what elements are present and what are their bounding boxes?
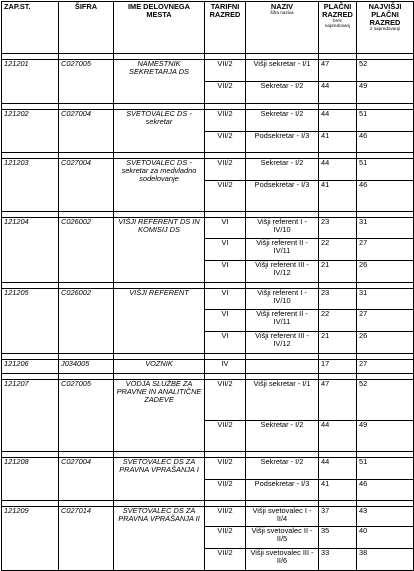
header-naziv-sub: šifra naziva — [270, 9, 294, 15]
najvisji-placni-razred-cell: 27 — [357, 360, 414, 374]
naziv-cell: Višji referent III - IV/12 — [246, 332, 319, 354]
zap-st-cell: 121204 — [2, 218, 59, 283]
header-ime-delovnega-mesta: IME DELOVNEGA MESTA — [114, 2, 205, 54]
najvisji-placni-razred-cell: 49 — [357, 421, 414, 452]
table-row — [2, 360, 414, 374]
naziv-cell — [246, 360, 319, 374]
placni-razred-cell: 44 — [319, 110, 357, 132]
tarifni-razred-cell: VI — [205, 218, 246, 239]
najvisji-placni-razred-cell: 46 — [357, 132, 414, 153]
tarifni-razred-cell: VII/2 — [205, 380, 246, 421]
placni-razred-cell: 44 — [319, 159, 357, 181]
header-placni-razred — [319, 2, 357, 54]
header-zap-st: ZAP.ST. — [2, 2, 59, 54]
sifra-cell: C027005 — [59, 60, 114, 104]
sifra-cell: C026002 — [59, 218, 114, 283]
naziv-cell: Sekretar - I/2 — [246, 82, 319, 104]
table-row — [2, 458, 414, 480]
placni-razred-cell: 41 — [319, 132, 357, 153]
tarifni-razred-cell: VI — [205, 332, 246, 354]
najvisji-placni-razred-cell: 38 — [357, 549, 414, 571]
najvisji-placni-razred-cell: 27 — [357, 310, 414, 332]
naziv-cell: Sekretar - I/2 — [246, 110, 319, 132]
sifra-cell: J034005 — [59, 360, 114, 374]
job-title-cell: SVETOVALEC DS ZA PRAVNA VPRAŠANJA II — [114, 507, 205, 571]
header-row — [2, 2, 414, 54]
tarifni-razred-cell: VII/2 — [205, 132, 246, 153]
najvisji-placni-razred-cell: 26 — [357, 332, 414, 354]
zap-st-cell: 121201 — [2, 60, 59, 104]
tarifni-razred-cell: VII/2 — [205, 527, 246, 549]
table-row — [2, 507, 414, 527]
header-naziv-label: NAZIV — [270, 2, 294, 11]
job-title-cell: SVETOVALEC DS ZA PRAVNA VPRAŠANJA I — [114, 458, 205, 501]
placni-razred-cell: 17 — [319, 360, 357, 374]
najvisji-placni-razred-cell: 52 — [357, 380, 414, 421]
tarifni-razred-cell: VII/2 — [205, 159, 246, 181]
najvisji-placni-razred-cell: 27 — [357, 239, 414, 261]
tarifni-razred-cell: VI — [205, 239, 246, 261]
placni-razred-cell: 44 — [319, 421, 357, 452]
placni-razred-cell: 44 — [319, 82, 357, 104]
placni-razred-cell: 23 — [319, 289, 357, 310]
tarifni-razred-cell: VII/2 — [205, 507, 246, 527]
header-naziv — [246, 2, 319, 54]
naziv-cell: Sekretar - I/2 — [246, 458, 319, 480]
tarifni-razred-cell: VII/2 — [205, 549, 246, 571]
header-najvisji-sub: z napredovanji — [370, 25, 400, 31]
tarifni-razred-cell: IV — [205, 360, 246, 374]
header-najvisji-label: NAJVIŠJI PLAČNI RAZRED — [368, 2, 402, 27]
placni-razred-cell: 41 — [319, 480, 357, 501]
naziv-cell: Višji referent I - IV/10 — [246, 218, 319, 239]
tarifni-razred-cell: VII/2 — [205, 480, 246, 501]
header-najvisji-placni-razred — [357, 2, 414, 54]
tarifni-razred-cell: VI — [205, 261, 246, 283]
naziv-cell: Višji svetovalec III - II/6 — [246, 549, 319, 571]
najvisji-placni-razred-cell: 26 — [357, 261, 414, 283]
job-title-cell: VIŠJI REFERENT DS IN KOMISIJ DS — [114, 218, 205, 283]
sifra-cell: C027004 — [59, 159, 114, 212]
najvisji-placni-razred-cell: 46 — [357, 480, 414, 501]
placni-razred-cell: 22 — [319, 310, 357, 332]
naziv-cell: Višji sekretar - I/1 — [246, 60, 319, 82]
job-title-cell: SVETOVALEC DS - sekretar — [114, 110, 205, 153]
sifra-cell: C027014 — [59, 507, 114, 571]
tarifni-razred-cell: VII/2 — [205, 60, 246, 82]
naziv-cell: Višji referent II - IV/11 — [246, 239, 319, 261]
placni-razred-cell: 23 — [319, 218, 357, 239]
naziv-cell: Višji svetovalec II - II/5 — [246, 527, 319, 549]
table-row — [2, 60, 414, 82]
zap-st-cell: 121202 — [2, 110, 59, 153]
header-sifra: ŠIFRA — [59, 2, 114, 54]
zap-st-cell: 121206 — [2, 360, 59, 374]
table-row — [2, 289, 414, 310]
sifra-cell: C026002 — [59, 289, 114, 354]
tarifni-razred-cell: VII/2 — [205, 82, 246, 104]
zap-st-cell: 121203 — [2, 159, 59, 212]
job-title-cell: VOZNIK — [114, 360, 205, 374]
zap-st-cell: 121209 — [2, 507, 59, 571]
job-title-cell: VODJA SLUŽBE ZA PRAVNE IN ANALITIČNE ZADEVE — [114, 380, 205, 452]
tarifni-razred-cell: VII/2 — [205, 458, 246, 480]
naziv-cell: Sekretar - I/2 — [246, 159, 319, 181]
najvisji-placni-razred-cell: 51 — [357, 159, 414, 181]
placni-razred-cell: 37 — [319, 507, 357, 527]
tarifni-razred-cell: VI — [205, 289, 246, 310]
placni-razred-cell: 35 — [319, 527, 357, 549]
placni-razred-cell: 21 — [319, 261, 357, 283]
najvisji-placni-razred-cell: 31 — [357, 289, 414, 310]
placni-razred-cell: 47 — [319, 380, 357, 421]
table-body — [2, 54, 414, 571]
najvisji-placni-razred-cell: 52 — [357, 60, 414, 82]
table-row — [2, 110, 414, 132]
job-title-cell: NAMESTNIK SEKRETARJA DS — [114, 60, 205, 104]
najvisji-placni-razred-cell: 31 — [357, 218, 414, 239]
header-tarifni-razred: TARIFNI RAZRED — [205, 2, 246, 54]
naziv-cell: Višji referent II - IV/11 — [246, 310, 319, 332]
naziv-cell: Višji referent III - IV/12 — [246, 261, 319, 283]
table-row — [2, 159, 414, 181]
naziv-cell: Višji svetovalec I - II/4 — [246, 507, 319, 527]
placni-razred-cell: 41 — [319, 181, 357, 212]
job-positions-table — [1, 1, 414, 571]
najvisji-placni-razred-cell: 49 — [357, 82, 414, 104]
placni-razred-cell: 33 — [319, 549, 357, 571]
naziv-cell: Podsekretar - I/3 — [246, 480, 319, 501]
tarifni-razred-cell: VII/2 — [205, 110, 246, 132]
naziv-cell: Sekretar - I/2 — [246, 421, 319, 452]
sifra-cell: C027004 — [59, 458, 114, 501]
job-title-cell: SVETOVALEC DS - sekretar za medvladno sodelovanje — [114, 159, 205, 212]
najvisji-placni-razred-cell: 43 — [357, 507, 414, 527]
sifra-cell: C027004 — [59, 110, 114, 153]
najvisji-placni-razred-cell: 51 — [357, 458, 414, 480]
sifra-cell: C027005 — [59, 380, 114, 452]
naziv-cell: Višji sekretar - I/1 — [246, 380, 319, 421]
naziv-cell: Podsekretar - I/3 — [246, 181, 319, 212]
zap-st-cell: 121205 — [2, 289, 59, 354]
zap-st-cell: 121208 — [2, 458, 59, 501]
tarifni-razred-cell: VII/2 — [205, 181, 246, 212]
zap-st-cell: 121207 — [2, 380, 59, 452]
placni-razred-cell: 44 — [319, 458, 357, 480]
tarifni-razred-cell: VII/2 — [205, 421, 246, 452]
table-row — [2, 218, 414, 239]
job-title-cell: VIŠJI REFERENT — [114, 289, 205, 354]
najvisji-placni-razred-cell: 51 — [357, 110, 414, 132]
naziv-cell: Višji referent I - IV/10 — [246, 289, 319, 310]
placni-razred-cell: 22 — [319, 239, 357, 261]
table-row — [2, 380, 414, 421]
header-placni-label: PLAČNI RAZRED — [322, 2, 353, 19]
najvisji-placni-razred-cell: 46 — [357, 181, 414, 212]
placni-razred-cell: 21 — [319, 332, 357, 354]
tarifni-razred-cell: VI — [205, 310, 246, 332]
header-placni-sub: brez napredovanj — [324, 17, 351, 28]
placni-razred-cell: 47 — [319, 60, 357, 82]
naziv-cell: Podsekretar - I/3 — [246, 132, 319, 153]
najvisji-placni-razred-cell: 40 — [357, 527, 414, 549]
